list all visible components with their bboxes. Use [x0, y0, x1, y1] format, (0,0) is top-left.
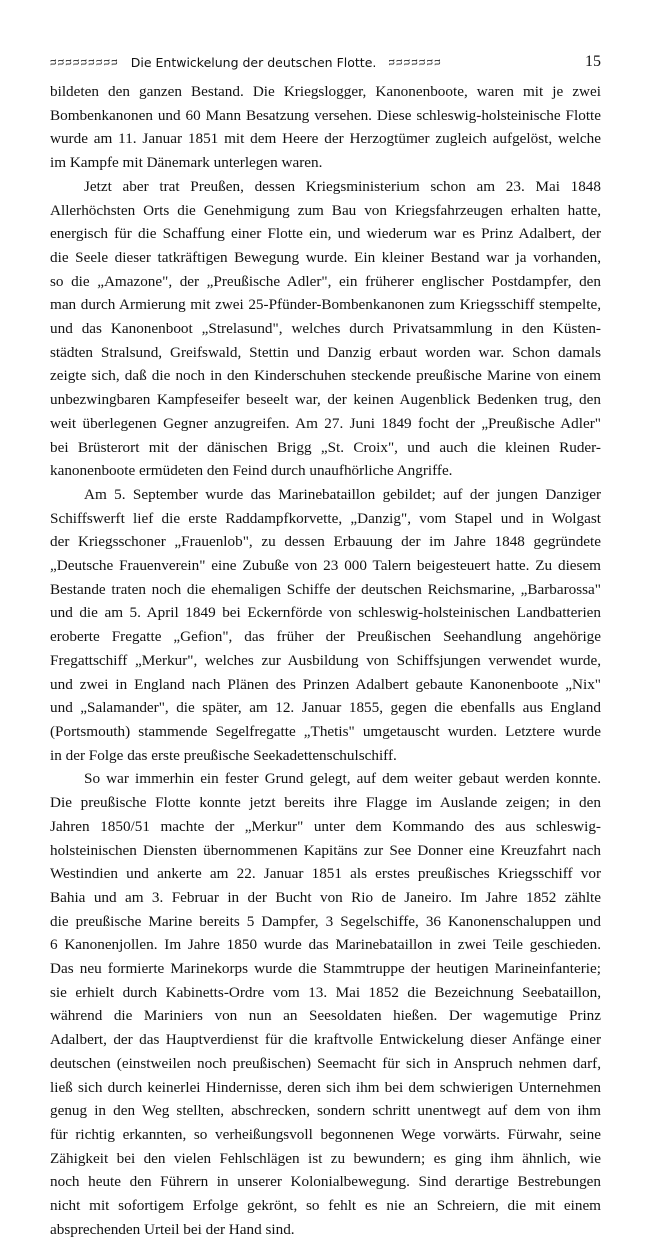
text-line: und zwei in England nach Plänen des Prinzen Adalbert gebaute Kanonenboote „Nix"	[50, 675, 601, 693]
text-line: zeigte sich, daß die noch in den Kinderschuhen steckende preußische Marine von einem	[50, 367, 601, 385]
text-line: Zähigkeit bei den vielen Fehlschlägen ist zu bewundern; es ging ihm ähnlich, wie	[50, 1149, 601, 1167]
text-line: und die am 5. April 1849 bei Eckernförde von schleswig-holsteinischen Landbatterien	[50, 604, 601, 622]
text-line: Bahia und am 3. Februar in der Bucht von Rio de Janeiro. Im Jahre 1852 zählte	[50, 888, 601, 906]
text-line: städten Stralsund, Greifswald, Stettin und Danzig erbaut worden war. Schon damals	[50, 343, 601, 361]
text-line: „Deutsche Frauenverein" eine Zubuße von 23 000 Talern beigesteuert hatte. Zu diesem	[50, 557, 601, 575]
header-ornament-left: ᴝᴝᴝᴝᴝᴝᴝᴝᴝ	[50, 56, 119, 68]
text-line: deutschen (einstweilen noch preußischen) Seemacht für sich in Anspruch nehmen darf,	[50, 1054, 601, 1072]
page-number: 15	[585, 53, 601, 70]
text-line: Bombenkanonen und 60 Mann Besatzung versehen. Diese schleswig-holsteinische Flotte	[50, 106, 601, 124]
text-line: die Seele dieser tatkräftigen Bewegung wurde. Ein kleiner Bestand war ja vorhanden,	[50, 248, 601, 266]
text-line: bildeten den ganzen Bestand. Die Kriegslogger, Kanonenboote, waren mit je zwei	[50, 83, 601, 100]
text-line: bei Brüsterort mit der dänischen Brigg „St. Croix", und auch die kleinen Ruder-	[50, 438, 601, 456]
paragraph	[50, 767, 601, 1241]
text-line: noch heute den Führern in unserer Kolonialbewegung. Sind derartige Bestrebungen	[50, 1173, 601, 1191]
text-line: Schiffswerft lief die erste Raddampfkorvette, „Danzig", vom Stapel und in Wolgast	[50, 509, 601, 527]
paragraph	[50, 175, 601, 483]
running-header	[50, 50, 601, 74]
text-line: Jahren 1850/51 machte der „Merkur" unter dem Kommando des aus schleswig-	[50, 817, 601, 835]
text-line: Westindien und ankerte am 22. Januar 1851 als erstes preußisches Kriegsschiff vor	[50, 865, 601, 883]
text-line: der Kriegsschoner „Frauenlob", zu dessen Erbauung der im Jahre 1848 gegründete	[50, 533, 601, 551]
text-line: während die Mariniers von nun an Seesoldaten hießen. Der wagemutige Prinz	[50, 1007, 601, 1025]
text-line: energisch für die Schaffung einer Flotte ein, und wiederum war es Prinz Adalbert, der	[50, 225, 601, 243]
text-line: ließ sich durch keinerlei Hindernisse, deren sich ihm bei dem schwierigen Unternehmen	[50, 1078, 601, 1096]
text-line: im Kampfe mit Dänemark unterlegen waren.	[50, 154, 323, 172]
text-line: man durch Armierung mit zwei 25-Pfünder-Bombenkanonen zum Kriegsschiff stempelte,	[50, 296, 601, 314]
text-line: wurde am 11. Januar 1851 mit dem Heere der Herzogtümer zugleich aufgelöst, welche	[50, 130, 601, 148]
text-line: Fregattschiff „Merkur", welches zur Ausbildung von Schiffsjungen verwendet wurde,	[50, 651, 601, 669]
text-line: 6 Kanonenjollen. Im Jahre 1850 wurde das Marinebataillon in zwei Teile geschieden.	[50, 936, 601, 954]
text-line: in der Folge das erste preußische Seekadettenschulschiff.	[50, 746, 397, 764]
text-line: und „Salamander", die später, am 12. Januar 1855, gegen die ebenfalls aus England	[50, 699, 601, 717]
text-line: holsteinischen Diensten übernommenen Kapitäns zur See Donner eine Kreuzfahrt nach	[50, 841, 601, 859]
text-line: und das Kanonenboot „Strelasund", welches durch Privatsammlung in den Küsten-	[50, 320, 601, 338]
body-text	[50, 80, 601, 1241]
text-line: nicht mit sofortigem Erfolge gekrönt, so fehlt es nie an Schreiern, die mit einem	[50, 1197, 601, 1215]
text-line: So war immerhin ein fester Grund gelegt, auf dem weiter gebaut werden konnte.	[84, 770, 601, 788]
text-line: kanonenboote ermüdeten den Feind durch unaufhörliche Angriffe.	[50, 462, 453, 480]
text-line: Allerhöchsten Orts die Genehmigung zum Bau von Kriegsfahrzeugen erhalten hatte,	[50, 201, 601, 219]
text-line: absprechenden Urteil bei der Hand sind.	[50, 1220, 295, 1238]
text-line: eroberte Fregatte „Gefion", das früher der Preußischen Seehandlung angehörige	[50, 628, 601, 646]
text-line: genug in den Weg stellten, abschrecken, sondern schritt unentwegt auf dem von ihm	[50, 1102, 601, 1120]
text-line: Jetzt aber trat Preußen, dessen Kriegsministerium schon am 23. Mai 1848	[84, 177, 601, 195]
text-line: Die preußische Flotte konnte jetzt bereits ihre Flagge im Auslande zeigen; in den	[50, 794, 601, 812]
text-line: Bestande traten noch die ehemaligen Schiffe der deutschen Reichsmarine, „Barbarossa"	[50, 580, 601, 598]
text-line: für richtig erkannten, so verheißungsvoll begonnenen Wege vorwärts. Fürwahr, seine	[50, 1125, 601, 1143]
header-ornament-right: ᴝᴝᴝᴝᴝᴝᴝ	[388, 56, 442, 68]
text-line: sie erhielt durch Kabinetts-Ordre vom 13. Mai 1852 die Bezeichnung Seebataillon,	[50, 983, 601, 1001]
text-line: (Portsmouth) stammende Segelfregatte „Thetis" umgetauscht wurden. Letztere wurde	[50, 722, 601, 740]
text-line: Das neu formierte Marinekorps wurde die Stammtruppe der heutigen Marineinfanterie;	[50, 960, 601, 978]
text-line: Adalbert, der das Hauptverdienst für die kraftvolle Entwickelung dieser Anfänge einer	[50, 1031, 601, 1049]
text-line: unbezwingbaren Kampfeseifer beseelt war, der keinen Augenblick Bedenken trug, den	[50, 391, 601, 409]
text-line: weit überlegenen Gegner anzugreifen. Am 27. Juni 1849 focht der „Preußische Adler"	[50, 414, 601, 432]
paragraph	[50, 483, 601, 767]
paragraph	[50, 80, 601, 175]
running-title: Die Entwickelung der deutschen Flotte.	[130, 54, 377, 70]
text-line: Am 5. September wurde das Marinebataillon gebildet; auf der jungen Danziger	[84, 485, 601, 503]
text-line: die preußische Marine bereits 5 Dampfer, 3 Segelschiffe, 36 Kanonenschaluppen und	[50, 912, 601, 930]
text-line: so die „Amazone", der „Preußische Adler", ein früherer englischer Postdampfer, den	[50, 272, 601, 290]
